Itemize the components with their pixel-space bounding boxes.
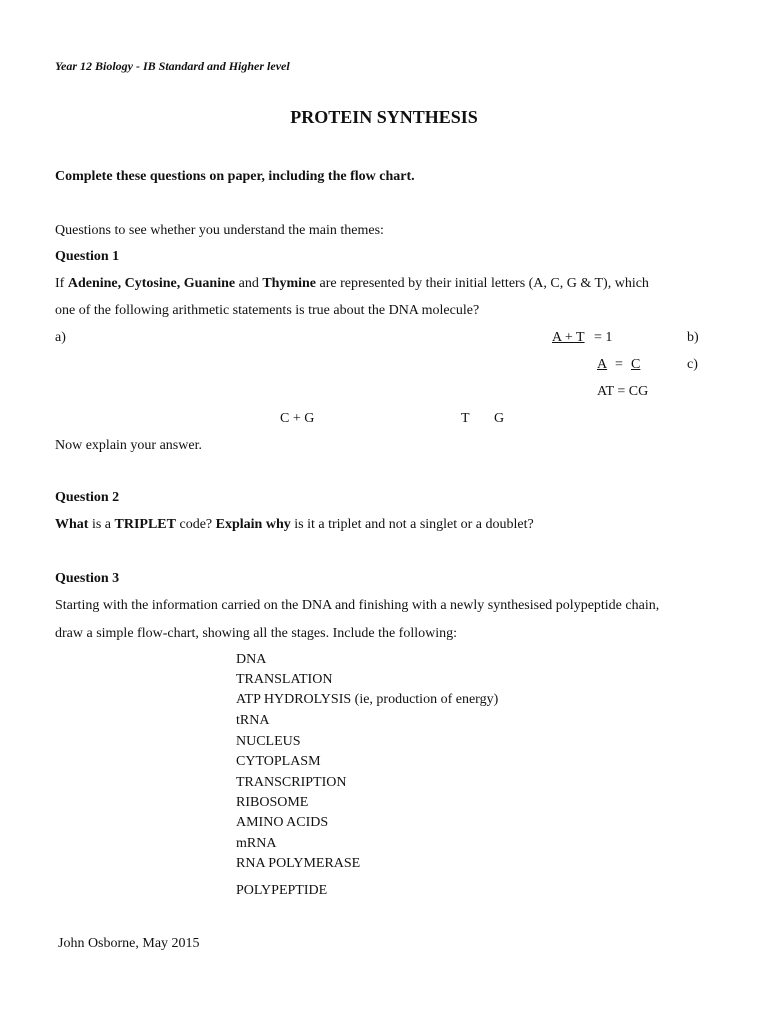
option-a-label: a) — [55, 330, 66, 345]
option-b-denominator-left: T — [461, 411, 470, 426]
option-b-label: b) — [687, 330, 699, 345]
list-item: mRNA — [236, 836, 277, 851]
q2-what: What — [55, 517, 89, 532]
question-3-line-2: draw a simple flow-chart, showing all the stages. Include the following: — [55, 626, 458, 641]
list-item: NUCLEUS — [236, 734, 301, 749]
question-1-line-2: one of the following arithmetic statements is true about the DNA molecule? — [55, 303, 480, 318]
question-3-line-1: Starting with the information carried on the DNA and finishing with a newly synthesised polypeptide chain, — [55, 598, 660, 613]
list-item: RNA POLYMERASE — [236, 856, 361, 871]
option-b-numerator: A — [597, 357, 608, 372]
explain-answer-text: Now explain your answer. — [55, 438, 202, 453]
list-item: AMINO ACIDS — [236, 815, 329, 830]
q1-adenine: Adenine, — [67, 276, 125, 291]
page-title: PROTEIN SYNTHESIS — [290, 107, 478, 127]
question-2-text — [55, 517, 534, 533]
question-1-heading: Question 1 — [55, 249, 120, 264]
option-a-equals: = 1 — [594, 330, 613, 345]
q2-triplet: TRIPLET — [114, 517, 176, 532]
footer-author: John Osborne, May 2015 — [58, 936, 200, 951]
q1-if: If — [55, 276, 68, 291]
q2-rest: is it a triplet and not a singlet or a doublet? — [290, 517, 534, 532]
option-c-label: c) — [687, 357, 698, 372]
list-item: POLYPEPTIDE — [236, 883, 328, 898]
q1-and: and — [235, 276, 263, 291]
question-2-heading: Question 2 — [55, 490, 120, 505]
intro-text: Questions to see whether you understand the main themes: — [55, 223, 384, 238]
q1-thymine: Thymine — [262, 276, 317, 291]
option-c-text: AT = CG — [597, 384, 649, 399]
q1-rest: are represented by their initial letters (A, C, G & T), which — [316, 276, 649, 291]
option-b-denominator-right: G — [494, 411, 505, 426]
question-1-line-1 — [55, 276, 649, 292]
list-item: ATP HYDROLYSIS (ie, production of energy) — [236, 692, 499, 707]
list-item: tRNA — [236, 713, 270, 728]
q1-cytosine: Cytosine, — [124, 276, 184, 291]
instruction-text: Complete these questions on paper, including the flow chart. — [55, 169, 415, 184]
option-b-equals: = — [615, 357, 623, 372]
q2-is-a: is a — [88, 517, 115, 532]
list-item: RIBOSOME — [236, 795, 309, 810]
list-item: TRANSCRIPTION — [236, 775, 347, 790]
q2-code: code? — [175, 517, 216, 532]
option-a-numerator: A + T — [552, 330, 585, 345]
q1-guanine: Guanine — [183, 276, 236, 291]
list-item: TRANSLATION — [236, 672, 333, 687]
list-item: DNA — [236, 652, 267, 667]
option-b-denominator-top: C — [631, 357, 641, 372]
course-header: Year 12 Biology - IB Standard and Higher level — [55, 59, 290, 73]
option-a-denominator: C + G — [280, 411, 315, 426]
list-item: CYTOPLASM — [236, 754, 321, 769]
q2-explain-why: Explain why — [215, 517, 291, 532]
question-3-heading: Question 3 — [55, 571, 120, 586]
